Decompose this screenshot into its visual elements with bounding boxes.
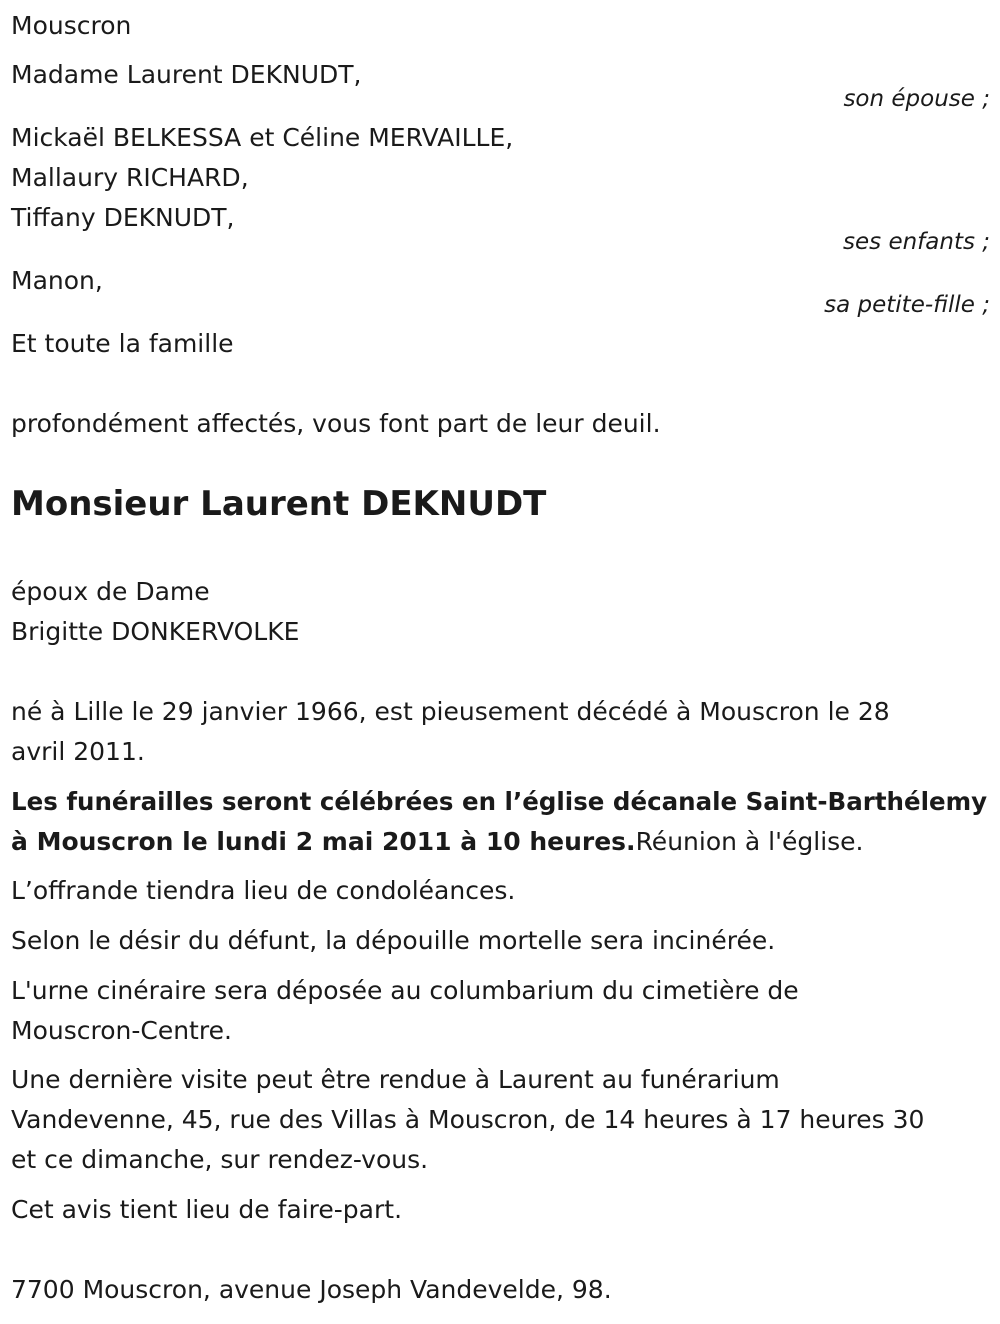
funeral-info: Les funérailles seront célébrées en l’église décanale Saint-Barthélemy xyxy=(11,787,988,816)
spouse-name: Madame Laurent DEKNUDT, xyxy=(11,60,362,89)
funeral-info-cont xyxy=(11,822,864,862)
birth-death-text: né à Lille le 29 janvier 1966, est pieusement décédé à Mouscron le 28 xyxy=(11,697,890,726)
visit-text-cont: Vandevenne, 45, rue des Villas à Mouscron, de 14 heures à 17 heures 30 xyxy=(11,1105,925,1134)
notice-text: Cet avis tient lieu de faire-part. xyxy=(11,1195,403,1224)
deceased-name: Monsieur Laurent DEKNUDT xyxy=(11,484,547,524)
visit-text: Une dernière visite peut être rendue à Laurent au funérarium xyxy=(11,1065,780,1094)
offering-text: L’offrande tiendra lieu de condoléances. xyxy=(11,876,516,905)
announcement-text: profondément affectés, vous font part de leur deuil. xyxy=(11,409,661,438)
cremation-text: Selon le désir du défunt, la dépouille mortelle sera incinérée. xyxy=(11,926,776,955)
funeral-meeting: Réunion à l'église. xyxy=(635,827,864,856)
spouse-of-name: Brigitte DONKERVOLKE xyxy=(11,617,300,646)
visit-text-cont: et ce dimanche, sur rendez-vous. xyxy=(11,1145,429,1174)
child-name: Tiffany DEKNUDT, xyxy=(11,203,235,232)
urn-text: L'urne cinéraire sera déposée au columbarium du cimetière de xyxy=(11,976,799,1005)
funeral-date: à Mouscron le lundi 2 mai 2011 à 10 heures. xyxy=(11,827,636,856)
urn-text-cont: Mouscron-Centre. xyxy=(11,1016,232,1045)
spouse-role: son épouse ; xyxy=(843,86,990,112)
grandchild-name: Manon, xyxy=(11,266,103,295)
city-header: Mouscron xyxy=(11,11,132,40)
spouse-of-line: époux de Dame xyxy=(11,577,210,606)
family-address: 7700 Mouscron, avenue Joseph Vandevelde, 98. xyxy=(11,1275,612,1304)
other-family: Et toute la famille xyxy=(11,329,234,358)
grandchild-role: sa petite-fille ; xyxy=(824,292,990,318)
children-role: ses enfants ; xyxy=(843,229,990,255)
birth-death-text-cont: avril 2011. xyxy=(11,737,145,766)
child-name: Mickaël BELKESSA et Céline MERVAILLE, xyxy=(11,123,514,152)
child-name: Mallaury RICHARD, xyxy=(11,163,249,192)
